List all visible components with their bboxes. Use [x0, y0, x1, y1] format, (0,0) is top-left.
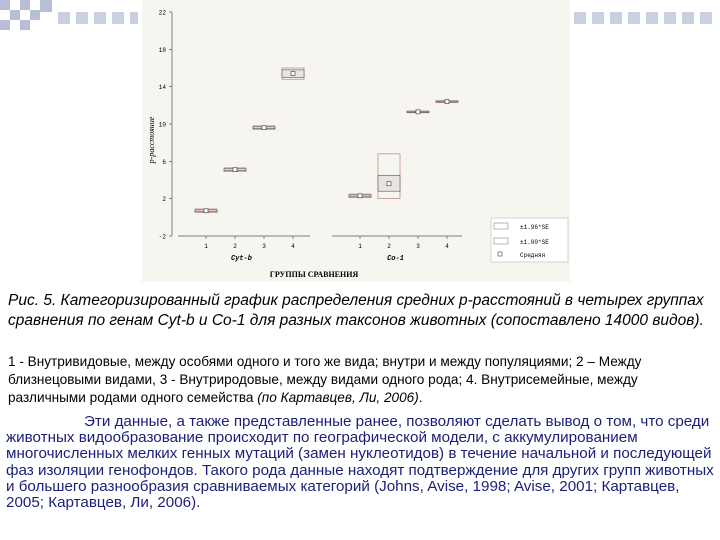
y-tick-label: 14 [158, 84, 166, 92]
y-tick-label: -2 [158, 233, 166, 241]
paragraph-text: Эти данные, а также представленные ранее, позволяют сделать вывод о том, что среди животных видообразование происходит по географической модели, с аккумулированием многочисленных мелких генных мутаций (замен нуклеотидов) в течение начальной и последующей фаз изоляции генофондов. Такого рода данные находят подтверждение для других групп животных и большего разнообразия сравниваемых категорий (Johns, Avise, 1998; Avise, 2001; Картавцев, 2005; Картавцев, Ли, 2006). [6, 413, 714, 512]
x-tick-label: 3 [416, 243, 420, 250]
x-tick-label: 2 [233, 243, 237, 250]
y-tick-label: 22 [158, 9, 166, 17]
mean-marker [262, 126, 266, 130]
legend-label-mean: Средняя [520, 252, 546, 259]
body-paragraph [6, 414, 716, 511]
y-tick-label: 6 [162, 158, 166, 166]
x-tick-label: 1 [204, 243, 208, 250]
x-axis-title: ГРУППЫ СРАВНЕНИЯ [269, 270, 359, 279]
chart-image [142, 0, 570, 282]
x-tick-label: 2 [387, 243, 391, 250]
legend-label-se196: ±1.96*SE [520, 224, 549, 231]
box-plot-chart [142, 0, 570, 282]
y-tick-label: 2 [162, 196, 166, 204]
y-tick-label: 18 [158, 46, 166, 54]
y-tick-label: 10 [158, 121, 166, 129]
y-axis-title: p-расстояние [147, 116, 156, 164]
figure-note [8, 353, 714, 407]
figure-caption: Рис. 5. Категоризированный график распределения средних p-расстояний в четырех группах сравнения по генам Cyt-b и Co-1 для разных таксонов животных (сопоставлено 14000 видов). [8, 292, 704, 329]
note-end: . [418, 390, 423, 405]
mean-marker [233, 168, 237, 172]
panel-label: Cyt-b [230, 255, 253, 263]
mean-marker [387, 182, 391, 186]
mean-marker [291, 72, 295, 76]
mean-marker [445, 100, 449, 104]
mean-marker [416, 110, 420, 114]
legend-label-se100: ±1.00*SE [520, 239, 549, 246]
x-tick-label: 4 [445, 243, 449, 250]
x-tick-label: 1 [358, 243, 362, 250]
note-text: 1 - Внутривидовые, между особями одного и того же вида; внутри и между популяциями; 2 – Между близнецовыми видами, 3 - Внутриродовые, между видами одного рода; 4. Внутрисемейные, между различными родами одного семейства [8, 354, 642, 405]
panel-label: Co-1 [387, 255, 404, 263]
x-tick-label: 4 [291, 243, 295, 250]
legend [491, 218, 568, 262]
mean-marker [358, 194, 362, 198]
note-reference: (по Картавцев, Ли, 2006) [257, 390, 419, 405]
mean-marker [204, 209, 208, 213]
x-tick-label: 3 [262, 243, 266, 250]
